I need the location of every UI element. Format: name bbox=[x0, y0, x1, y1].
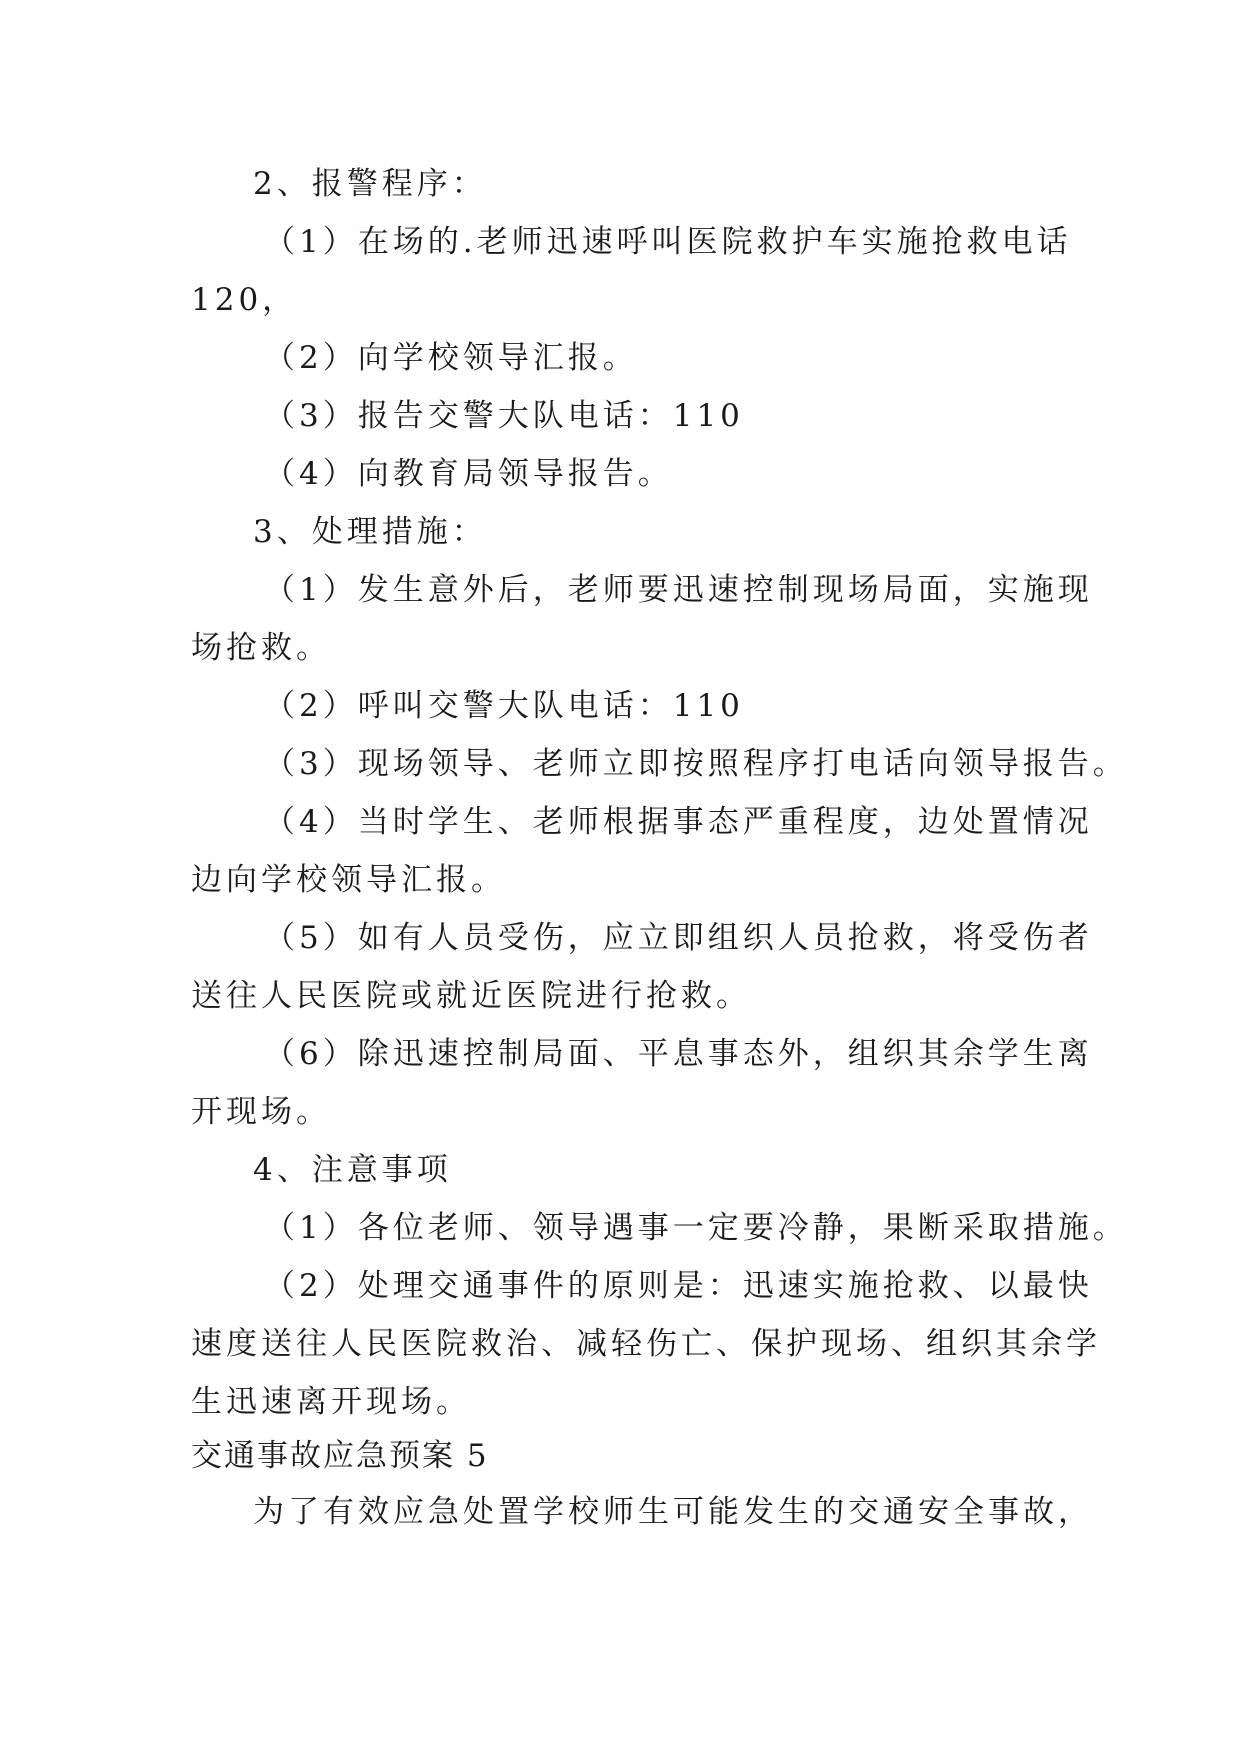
paragraph-line: （4）当时学生、老师根据事态严重程度，边处置情况 bbox=[264, 804, 1093, 840]
paragraph-line: （1）在场的.老师迅速呼叫医院救护车实施抢救电话 bbox=[264, 224, 1072, 260]
paragraph-line: 120， bbox=[191, 282, 298, 318]
paragraph-line: （1）各位老师、领导遇事一定要冷静，果断采取措施。 bbox=[264, 1210, 1128, 1246]
paragraph-line: 速度送往人民医院救治、减轻伤亡、保护现场、组织其余学 bbox=[191, 1326, 1101, 1362]
paragraph-line: 生迅速离开现场。 bbox=[191, 1384, 471, 1420]
paragraph-line: （3）现场领导、老师立即按照程序打电话向领导报告。 bbox=[264, 746, 1128, 782]
paragraph-line: （4）向教育局领导报告。 bbox=[264, 456, 673, 492]
paragraph-line: （2）呼叫交警大队电话：110 bbox=[264, 688, 744, 724]
paragraph-line: （5）如有人员受伤，应立即组织人员抢救，将受伤者 bbox=[264, 920, 1093, 956]
paragraph-line: （6）除迅速控制局面、平息事态外，组织其余学生离 bbox=[264, 1036, 1093, 1072]
paragraph-line: 边向学校领导汇报。 bbox=[191, 862, 506, 898]
paragraph-line: 送往人民医院或就近医院进行抢救。 bbox=[191, 978, 751, 1014]
paragraph-line: 开现场。 bbox=[191, 1094, 331, 1130]
paragraph-line: （1）发生意外后，老师要迅速控制现场局面，实施现 bbox=[264, 572, 1093, 608]
paragraph-line: 为了有效应急处置学校师生可能发生的交通安全事故， bbox=[253, 1494, 1093, 1530]
paragraph-line: 场抢救。 bbox=[191, 630, 331, 666]
paragraph-line: （3）报告交警大队电话：110 bbox=[264, 398, 744, 434]
section-heading-alarm-procedure: 2、报警程序： bbox=[253, 166, 487, 202]
plan-title: 交通事故应急预案 5 bbox=[191, 1438, 489, 1474]
section-heading-notes: 4、注意事项 bbox=[253, 1152, 452, 1188]
section-heading-handling-measures: 3、处理措施： bbox=[253, 514, 487, 550]
paragraph-line: （2）向学校领导汇报。 bbox=[264, 340, 638, 376]
paragraph-line: （2）处理交通事件的原则是：迅速实施抢救、以最快 bbox=[264, 1268, 1093, 1304]
